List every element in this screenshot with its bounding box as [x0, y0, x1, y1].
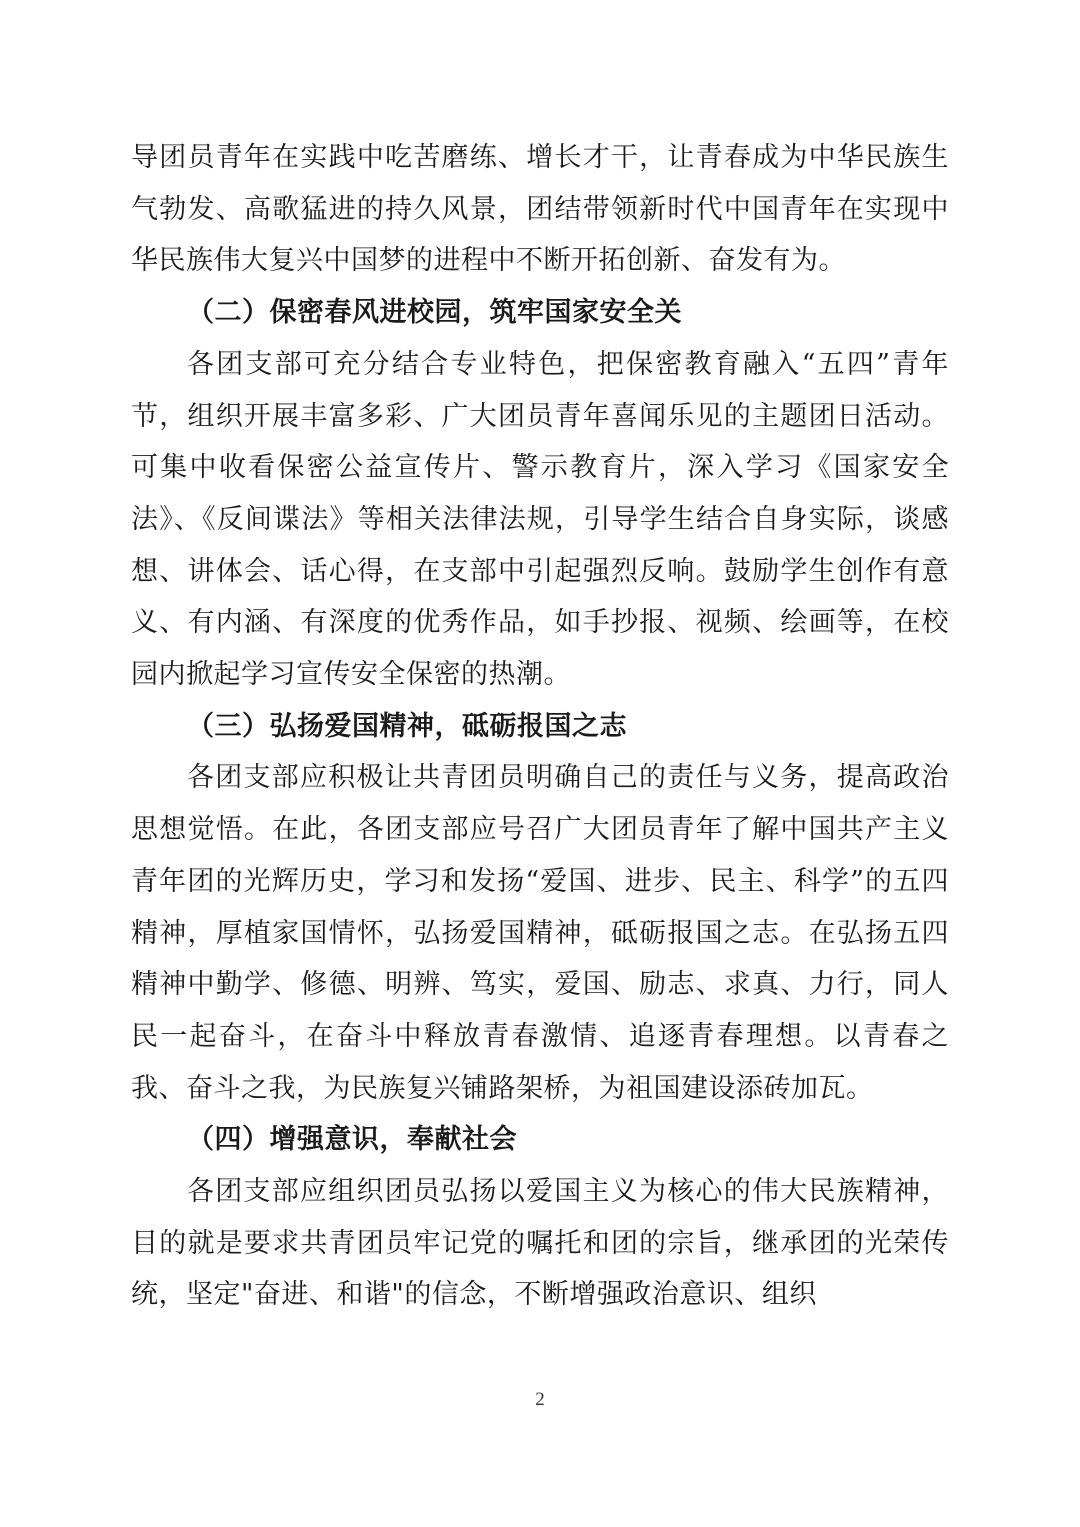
- paragraph-continuation: 导团员青年在实践中吃苦磨练、增长才干，让青春成为中华民族生气勃发、高歌猛进的持久风景，团结带领新时代中国青年在实现中华民族伟大复兴中国梦的进程中不断开拓创新、奋发有为。: [131, 142, 949, 277]
- page-number: 2: [535, 1389, 545, 1410]
- section-body-3: 各团支部应积极让共青团员明确自己的责任与义务，提高政治思想觉悟。在此，各团支部应号召广大团员青年了解中国共产主义青年团的光辉历史，学习和发扬“爱国、进步、民主、科学”的五四精神，厚植家国情怀，弘扬爱国精神，砥砺报国之志。在弘扬五四精神中勤学、修德、明辨、笃实，爱国、励志、求真、力行，同人民一起奋斗，在奋斗中释放青春激情、追逐青春理想。以青春之我、奋斗之我，为民族复兴铺路架桥，为祖国建设添砖加瓦。: [131, 762, 949, 1104]
- section-heading-4: （四）增强意识，奉献社会: [187, 1124, 517, 1156]
- section-heading-3: （三）弘扬爱国精神，砥砺报国之志: [187, 710, 627, 742]
- section-heading-2: （二）保密春风进校园，筑牢国家安全关: [187, 297, 682, 329]
- document-body: [131, 132, 949, 1321]
- section-body-2: 各团支部可充分结合专业特色，把保密教育融入“五四”青年节，组织开展丰富多彩、广大团员青年喜闻乐见的主题团日活动。可集中收看保密公益宣传片、警示教育片，深入学习《国家安全法》、《反间谍法》等相关法律法规，引导学生结合自身实际，谈感想、讲体会、话心得，在支部中引起强烈反响。鼓励学生创作有意义、有内涵、有深度的优秀作品，如手抄报、视频、绘画等，在校园内掀起学习宣传安全保密的热潮。: [131, 348, 949, 691]
- section-body-4: 各团支部应组织团员弘扬以爱国主义为核心的伟大民族精神，目的就是要求共青团员牢记党的嘱托和团的宗旨，继承团的光荣传统，坚定"奋进、和谐"的信念，不断增强政治意识、组织: [131, 1176, 949, 1311]
